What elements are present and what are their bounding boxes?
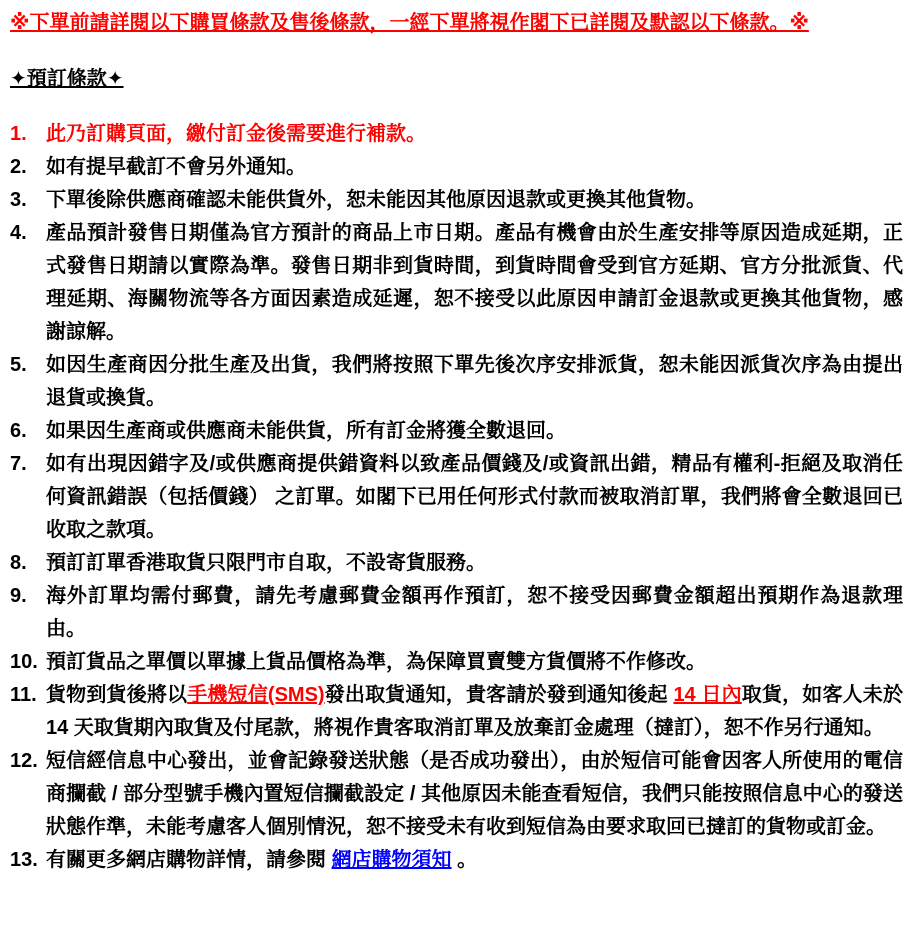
term-number: 3. (10, 189, 27, 211)
term-number: 7. (10, 453, 27, 475)
term-item (10, 118, 903, 151)
term-number: 10. (10, 651, 38, 673)
term-text (46, 580, 903, 646)
term-text-segment: 此乃訂購頁面，繳付訂金後需要進行補款。 (46, 123, 426, 145)
store-shopping-guide-link[interactable]: 網店購物須知 (331, 849, 452, 871)
term-text (46, 679, 903, 745)
term-number: 12. (10, 750, 38, 772)
term-text (46, 448, 903, 547)
term-text-segment: 如有出現因錯字及/或供應商提供錯資料以致產品價錢及/或資訊出錯，精品有權利-拒絕及取消任何資訊錯誤（包括價錢） 之訂單。如閣下已用任何形式付款而被取消訂單，我們將會全數退回已收取之款項。 (46, 453, 903, 541)
term-item (10, 547, 903, 580)
purchase-notice-text: ※下單前請詳閱以下購買條款及售後條款，一經下單將視作閣下已詳閱及默認以下條款。※ (10, 12, 809, 34)
term-item (10, 580, 903, 646)
term-number: 6. (10, 420, 27, 442)
term-item (10, 349, 903, 415)
sms-notice-highlight: 手機短信(SMS) (187, 684, 325, 706)
term-text-segment: 取貨，如客人未於 14 天取貨期內取貨及付尾款，將視作貴客取消訂單及放棄訂金處理（撻訂），恕不作另行通知。 (46, 684, 903, 739)
term-item (10, 679, 903, 745)
preorder-terms-title (10, 64, 903, 94)
term-text-segment: 產品預計發售日期僅為官方預計的商品上市日期。產品有機會由於生產安排等原因造成延期，正式發售日期請以實際為準。發售日期非到貨時間，到貨時間會受到官方延期、官方分批派貨、代理延期、海關物流等各方面因素造成延遲，恕不接受以此原因申請訂金退款或更換其他貨物，感謝諒解。 (46, 222, 903, 343)
term-text-segment: 如因生產商因分批生產及出貨，我們將按照下單先後次序安排派貨，恕未能因派貨次序為由提出退貨或換貨。 (46, 354, 903, 409)
term-text-segment: 貨物到貨後將以 (46, 684, 188, 706)
term-number: 13. (10, 849, 38, 871)
pickup-deadline-highlight: 14 日內 (673, 684, 742, 706)
term-text (46, 349, 903, 415)
term-number: 9. (10, 585, 27, 607)
term-text (46, 745, 903, 844)
purchase-notice-header (10, 8, 903, 38)
term-text-segment: 短信經信息中心發出，並會記錄發送狀態（是否成功發出），由於短信可能會因客人所使用的電信商攔截 / 部分型號手機內置短信攔截設定 / 其他原因未能查看短信，我們只能按照信息中心的發送狀態作準，未能考慮客人個別情況，恕不接受未有收到短信為由要求取回已撻訂的貨物或訂金。 (46, 750, 903, 838)
preorder-terms-title-text: ✦預訂條款✦ (10, 68, 124, 90)
term-text (46, 415, 903, 448)
term-number: 8. (10, 552, 27, 574)
term-text (46, 151, 903, 184)
term-text (46, 844, 903, 877)
term-text (46, 646, 903, 679)
term-number: 1. (10, 123, 27, 145)
term-item (10, 415, 903, 448)
term-text (46, 217, 903, 349)
term-text-segment: 發出取貨通知，貴客請於發到通知後起 (324, 684, 674, 706)
term-text-segment: 海外訂單均需付郵費，請先考慮郵費金額再作預訂，恕不接受因郵費金額超出預期作為退款理由。 (46, 585, 903, 640)
term-item (10, 844, 903, 877)
term-item (10, 745, 903, 844)
term-text (46, 184, 903, 217)
term-number: 4. (10, 222, 27, 244)
term-text (46, 547, 903, 580)
term-text-segment: 如果因生產商或供應商未能供貨，所有訂金將獲全數退回。 (46, 420, 566, 442)
term-item (10, 646, 903, 679)
term-number: 11. (10, 684, 37, 706)
term-item (10, 448, 903, 547)
term-text-segment: 如有提早截訂不會另外通知。 (46, 156, 306, 178)
term-number: 5. (10, 354, 27, 376)
term-item (10, 151, 903, 184)
term-number: 2. (10, 156, 27, 178)
term-text-segment: 。 (451, 849, 478, 871)
term-text-segment: 預訂訂單香港取貨只限門市自取，不設寄貨服務。 (46, 552, 486, 574)
term-item (10, 184, 903, 217)
term-text-segment: 下單後除供應商確認未能供貨外，恕未能因其他原因退款或更換其他貨物。 (46, 189, 706, 211)
terms-list (10, 118, 903, 877)
term-text-segment: 有關更多網店購物詳情，請參閱 (46, 849, 332, 871)
term-text-segment: 預訂貨品之單價以單據上貨品價格為準，為保障買賣雙方貨價將不作修改。 (46, 651, 706, 673)
term-item (10, 217, 903, 349)
term-text (46, 118, 903, 151)
